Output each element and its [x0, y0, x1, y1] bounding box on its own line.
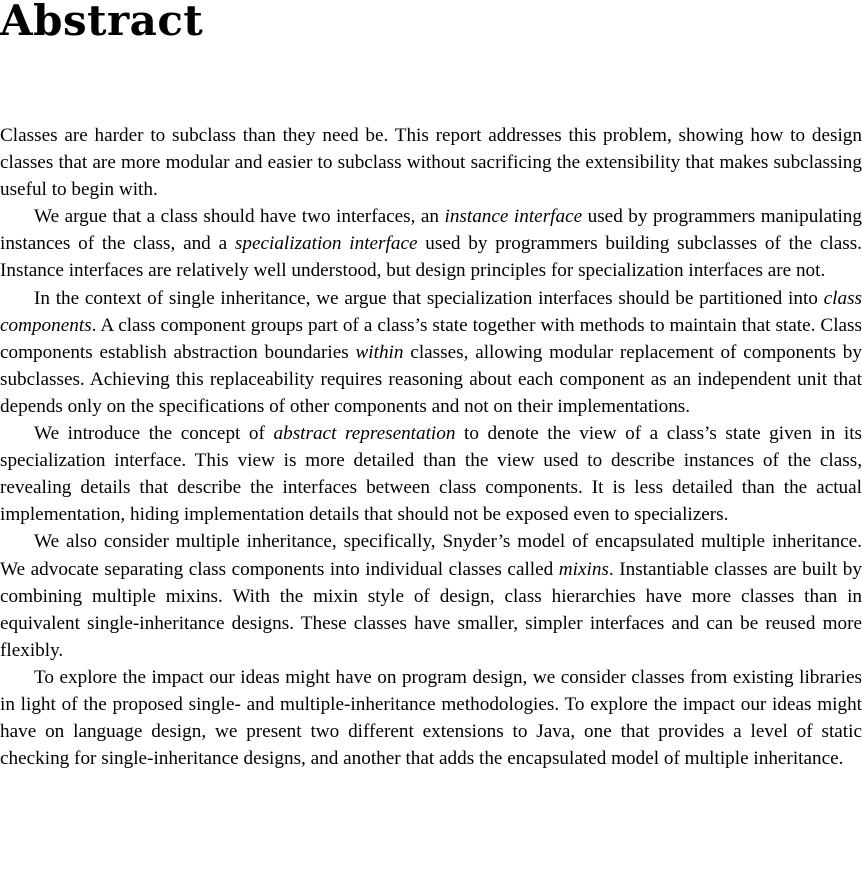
- paragraph: [0, 528, 862, 663]
- emphasis-term: specialization interface: [234, 233, 418, 255]
- emphasis-term: mixins: [558, 558, 609, 580]
- page-title: Abstract: [0, 0, 204, 45]
- emphasis-term: within: [355, 341, 404, 363]
- text-run: to denote the view of a class’s state given in its specialization interface. This view is more detailed than the view used to describe instances of the class, revealing details that describe the interfaces between class components. It is less detailed than the actual implementation, hiding implementation details that should not be exposed even to specializers.: [0, 423, 862, 526]
- text-run: classes, allowing modular replacement of components by subclasses. Achieving this replaceability requires reasoning about each component as an independent unit that depends only on the specifications of other components and not on their implementations.: [0, 341, 862, 417]
- paragraph: [0, 203, 862, 284]
- emphasis-term: class components: [0, 287, 862, 336]
- emphasis-term: abstract representation: [273, 423, 456, 445]
- text-run: We introduce the concept of: [34, 423, 274, 445]
- paragraph: [0, 664, 862, 772]
- text-run: used by programmers manipulating instances of the class, and a: [0, 206, 862, 255]
- text-run: To explore the impact our ideas might have on program design, we consider classes from existing libraries in light of the proposed single- and multiple-inheritance methodologies. To explore the impact our ideas might have on language design, we present two different extensions to Java, one that provides a level of static checking for single-inheritance designs, and another that adds the encapsulated model of multiple inheritance.: [0, 666, 862, 770]
- emphasis-term: instance interface: [444, 206, 583, 228]
- text-run: We argue that a class should have two interfaces, an: [34, 206, 445, 228]
- paragraph: [0, 285, 862, 420]
- text-run: . Instantiable classes are built by combining multiple mixins. With the mixin style of design, class hierarchies have more classes than in equivalent single-inheritance designs. These classes have smaller, simpler interfaces and can be reused more flexibly.: [0, 558, 862, 661]
- abstract-body: [0, 122, 862, 772]
- text-run: In the context of single inheritance, we argue that specialization interfaces should be partitioned into: [34, 287, 824, 309]
- paragraph: [0, 122, 862, 203]
- text-run: . A class component groups part of a class’s state together with methods to maintain that state. Class components establish abstraction boundaries: [0, 314, 862, 363]
- paragraph: [0, 420, 862, 528]
- text-run: Classes are harder to subclass than they need be. This report addresses this problem, showing how to design classes that are more modular and easier to subclass without sacrificing the extensibility that makes subclassing useful to begin with.: [0, 125, 862, 201]
- text-run: We also consider multiple inheritance, specifically, Snyder’s model of encapsulated multiple inheritance. We advocate separating class components into individual classes called: [0, 531, 862, 580]
- text-run: used by programmers building subclasses of the class. Instance interfaces are relatively well understood, but design principles for specialization interfaces are not.: [0, 233, 862, 282]
